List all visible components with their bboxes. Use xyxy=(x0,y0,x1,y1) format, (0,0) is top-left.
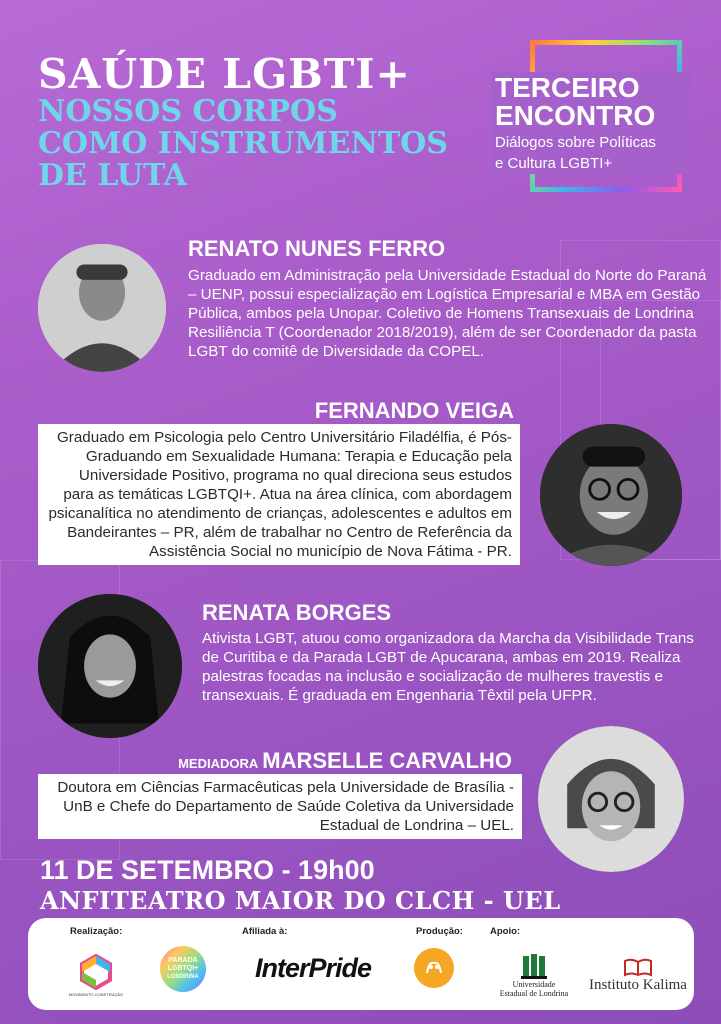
mediator-role: MEDIADORA xyxy=(178,756,259,771)
parada-logo-text: PARADA xyxy=(168,957,198,964)
encontro-subtitle: e Cultura LGBTI+ xyxy=(495,155,613,172)
afiliada-label: Afiliada à: xyxy=(242,926,288,937)
event-subtitle-line: DE LUTA xyxy=(38,158,187,193)
speaker-bio: Doutora em Ciências Farmacêuticas pela Universidade de Brasília - UnB e Chefe do Departamento de Saúde Coletiva da Universidade Estadual de Londrina – UEL. xyxy=(57,779,514,834)
interpride-text: InterPride xyxy=(254,952,372,983)
speaker-photo-marselle xyxy=(538,726,684,872)
speaker-name: MARSELLE CARVALHO xyxy=(262,748,512,773)
hexagon-icon xyxy=(79,954,113,990)
event-title: SAÚDE LGBTI+ xyxy=(38,50,411,98)
book-icon xyxy=(623,957,653,977)
producao-label: Produção: xyxy=(416,926,463,937)
uel-logo xyxy=(498,946,570,1004)
apoio-label: Apoio: xyxy=(490,926,521,937)
producao-icon xyxy=(423,957,445,979)
speaker-bio-box xyxy=(38,774,522,839)
uel-emblem-icon xyxy=(521,952,547,980)
speaker-name: FERNANDO VEIGA xyxy=(314,398,514,423)
movimento-construcao-logo xyxy=(68,946,124,1004)
encontro-title: TERCEIRO xyxy=(495,72,640,103)
sponsors-footer xyxy=(28,918,694,1010)
producao-logo xyxy=(414,948,454,988)
speaker-bio: Ativista LGBT, atuou como organizadora da Marcha da Visibilidade Trans de Curitiba e da Parada LGBT de Apucarana, ambas em 2019. Realiza palestras focadas na inclusão e socialização de mulheres travestis e transexuais. É graduada em Engenharia Têxtil pela UFPR. xyxy=(202,630,694,704)
event-subtitle xyxy=(38,96,478,192)
speaker-photo-renata xyxy=(38,594,182,738)
speaker-name: RENATO NUNES FERRO xyxy=(188,236,446,261)
mediator-heading xyxy=(160,748,512,774)
kalima-text: Instituto Kalima xyxy=(589,976,687,993)
interpride-logo xyxy=(238,948,388,988)
speaker-name: RENATA BORGES xyxy=(202,600,392,625)
speaker-bio: Graduado em Administração pela Universidade Estadual do Norte do Paraná – UENP, possui especialização em Logística Empresarial e MBA em Gestão Pública, ambos pela Unopar. Coletivo de Homens Transexuais de Londrina Resiliência T (Coordenador 2018/2019), além de ser Coordenador da pasta LGBT do comitê de Diversidade da COPEL. xyxy=(188,267,707,360)
speaker-bio: Graduado em Psicologia pelo Centro Universitário Filadélfia, é Pós-Graduando em Sexualidade Humana: Terapia e Educação pela Universidade Positivo, programa no qual direciona seus estudos para as temáticas LGBTQI+. Atua na área clínica, com abordagem psicanalítica no atendimento de crianças, adolescentes e adultos em Bandeirantes – PR, além de trabalhar no Centro de Referência da Assistência Social no município de Nova Fátima - PR. xyxy=(48,429,512,560)
uel-text: Universidade xyxy=(512,980,556,989)
encontro-subtitle: Diálogos sobre Políticas xyxy=(495,134,656,151)
parada-logo-text: LONDRINA xyxy=(167,974,199,980)
parada-londrina-logo xyxy=(160,946,206,992)
parada-logo-text: LGBTQI+ xyxy=(167,965,199,972)
event-subtitle-line: COMO INSTRUMENTOS xyxy=(38,126,448,161)
event-venue: ANFITEATRO MAIOR DO CLCH - UEL xyxy=(40,886,561,915)
speaker-photo-fernando xyxy=(540,424,682,566)
realizacao-label: Realização: xyxy=(70,926,123,937)
encontro-title: ENCONTRO xyxy=(495,100,656,131)
encontro-badge xyxy=(491,72,691,174)
uel-text: Estadual de Londrina xyxy=(499,989,569,998)
speaker-bio-box xyxy=(38,424,520,565)
event-date: 11 DE SETEMBRO - 19h00 xyxy=(40,855,375,885)
movimento-construcao-text: MOVIMENTO CONSTRUÇÃO xyxy=(68,991,124,997)
instituto-kalima-logo xyxy=(588,946,688,1004)
speaker-photo-renato xyxy=(38,244,166,372)
event-subtitle-line: NOSSOS CORPOS xyxy=(38,94,338,129)
